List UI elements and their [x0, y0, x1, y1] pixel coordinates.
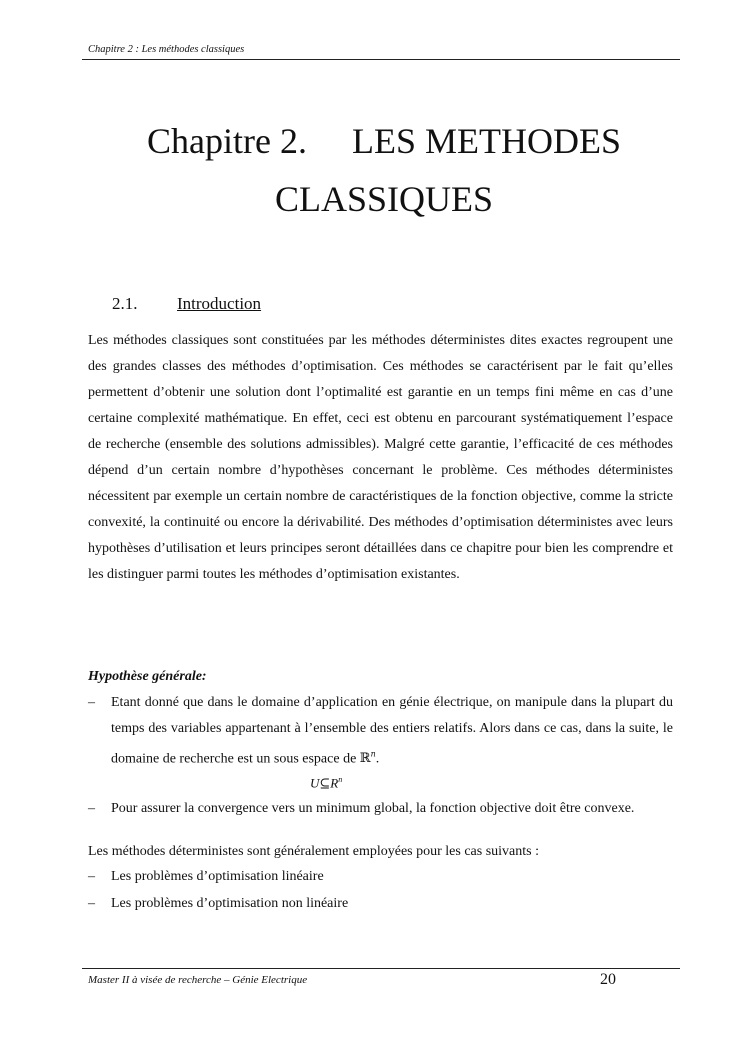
- real-set-symbol: [360, 751, 376, 766]
- real-set-exponent: n: [370, 750, 376, 759]
- hypothesis-bullet-1: Etant donné que dans le domaine d’application en génie électrique, on manipule dans la plupart du temps des variables appartenant à l’ensemble des entiers relatifs. Alors dans ce cas, dans la suite, le domaine de recherche est un sous espace de: [111, 695, 673, 767]
- formula-base: U⊆R: [310, 775, 339, 791]
- real-set-letter: ℝ: [359, 751, 371, 767]
- page-number: 20: [600, 971, 616, 988]
- hypothesis-heading: Hypothèse générale:: [88, 669, 207, 684]
- header-rule: [82, 59, 680, 60]
- list-item: [88, 690, 673, 772]
- usage-item-linear: Les problèmes d’optimisation linéaire: [111, 869, 324, 884]
- section-heading: [112, 293, 261, 315]
- bullet-dash: –: [88, 695, 95, 710]
- hypothesis-bullet-2: Pour assurer la convergence vers un minimum global, la fonction objective doit être convexe.: [111, 801, 635, 816]
- usage-item-nonlinear: Les problèmes d’optimisation non linéaire: [111, 896, 349, 911]
- footer-text: Master II à visée de recherche – Génie Electrique: [88, 974, 308, 986]
- list-item: [88, 796, 673, 822]
- list-item-text: [111, 690, 673, 772]
- running-header: Chapitre 2 : Les méthodes classiques: [88, 44, 245, 55]
- intro-paragraph: Les méthodes classiques sont constituées par les méthodes déterministes dites exactes regroupent une des grandes classes des méthodes d’optimisation. Ces méthodes se caractérisent par le fait qu’elles permettent d’obtenir une solution dont l’optimalité est garantie en un temps fini même en cas d’une certaine complexité mathématique. En effet, ceci est obtenu en parcourant systématiquement l’espace de recherche (ensemble des solutions admissibles). Malgré cette garantie, l’efficacité de ces méthodes dépend d’un certain nombre d’hypothèses concernant le problème. Ces méthodes déterministes nécessitent par exemple un certain nombre de caractéristiques de la fonction objective, comme la stricte convexité, la continuité ou encore la dérivabilité. Des méthodes d’optimisation déterministes avec leurs hypothèses d’utilisation et leurs principes seront détaillées dans ce chapitre pour bien les comprendre et les distinguer parmi toutes les méthodes d’optimisation existantes.: [88, 333, 673, 582]
- list-item: [88, 864, 673, 890]
- hypothesis-bullet-1-end: .: [375, 751, 380, 767]
- section-number: 2.1.: [112, 294, 138, 313]
- chapter-title-line2: CLASSIQUES: [274, 179, 494, 219]
- section-title: Introduction: [177, 294, 262, 313]
- bullet-dash: –: [88, 896, 95, 911]
- bullet-dash: –: [88, 869, 95, 884]
- formula: [310, 770, 342, 793]
- chapter-title-text-1: LES METHODES: [351, 121, 621, 161]
- bullet-dash: –: [88, 801, 95, 816]
- usage-intro: Les méthodes déterministes sont généralement employées pour les cas suivants :: [88, 844, 539, 859]
- chapter-title-line1: [88, 112, 680, 170]
- formula-exponent: n: [338, 775, 343, 784]
- footer-rule: [82, 968, 680, 969]
- chapter-title: [88, 112, 680, 228]
- chapter-label: Chapitre 2.: [147, 121, 307, 161]
- list-item: [88, 891, 673, 917]
